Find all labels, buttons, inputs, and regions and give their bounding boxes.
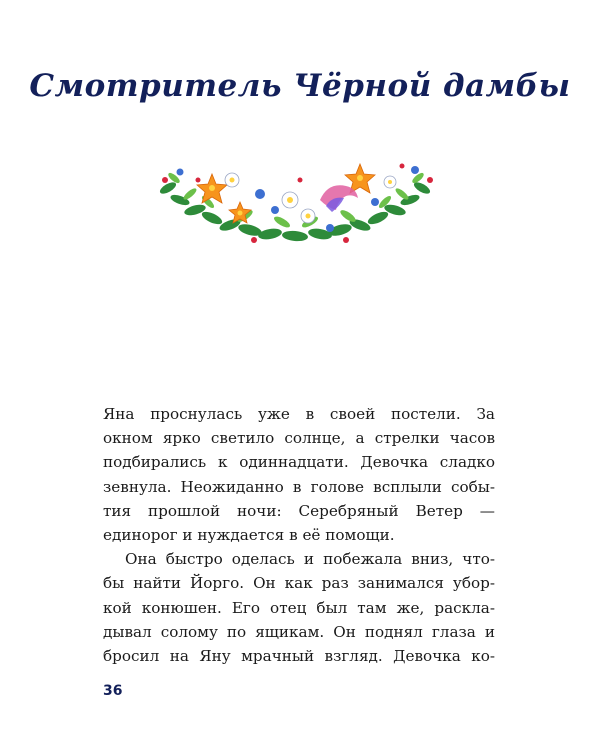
text-line: Она быстро оделась и побежала вниз, что- <box>125 550 495 569</box>
text-line: Яна проснулась уже в своей постели. За <box>103 405 495 423</box>
page-number: 36 <box>103 683 123 699</box>
paragraph-2 <box>103 547 495 668</box>
text-line: подбирались к одиннадцати. Девочка сладко <box>103 453 495 472</box>
text-line: тия прошлой ночи: Серебряный Ветер — <box>103 501 495 520</box>
text-line: бросил на Яну мрачный взгляд. Девочка ко- <box>103 647 495 666</box>
floral-garland-icon <box>150 150 440 250</box>
text-line: окном ярко светило солнце, а стрелки часов <box>103 429 495 448</box>
paragraph-1 <box>103 402 495 547</box>
text-line: бы найти Йорго. Он как раз занимался убор- <box>103 574 495 593</box>
text-line: дывал солому по ящикам. Он поднял глаза и <box>103 622 495 641</box>
chapter-title: Смотритель Чёрной дамбы <box>29 68 571 104</box>
text-line: единорог и нуждается в её помощи. <box>103 526 395 545</box>
text-line: зевнула. Неожиданно в голове всплыли собы- <box>103 477 495 496</box>
text-line: кой конюшен. Его отец был там же, раскла- <box>103 598 495 617</box>
chapter-body <box>103 402 495 668</box>
